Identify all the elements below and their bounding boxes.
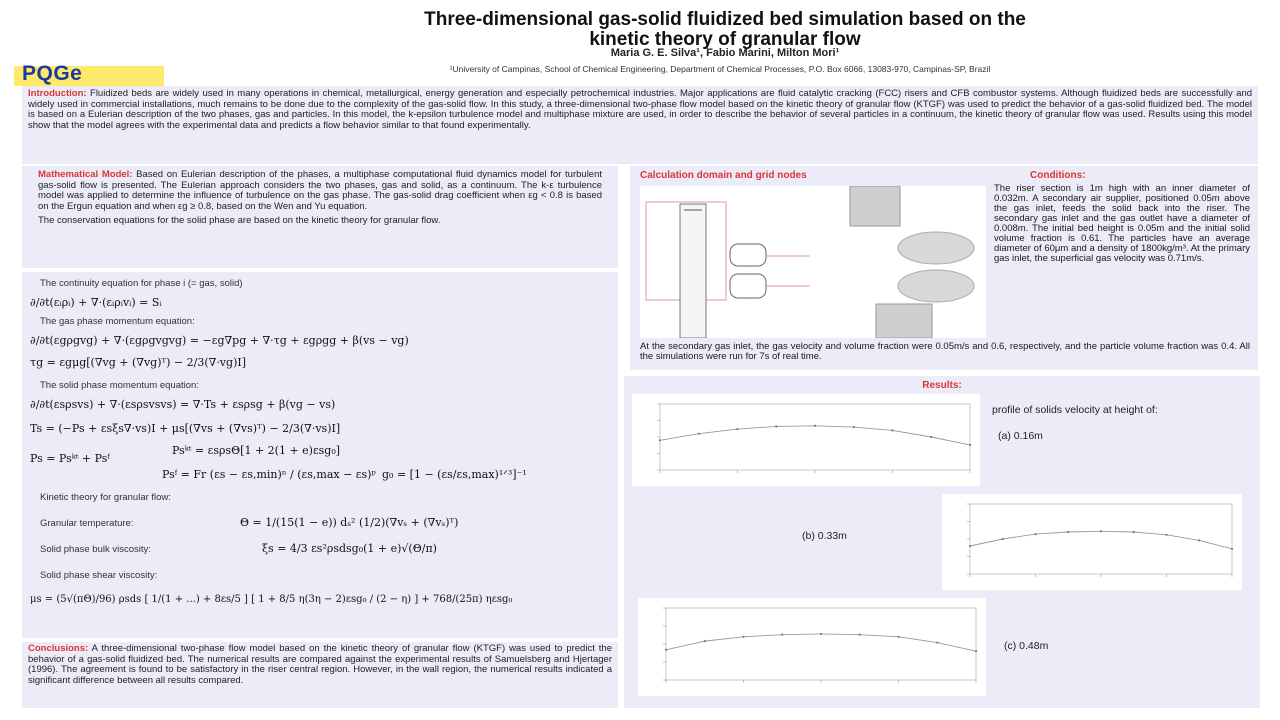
continuity-equation: ∂/∂t(εᵢρᵢ) + ∇·(εᵢρᵢvᵢ) = Sᵢ [30,296,162,309]
results-caption-a: (a) 0.16m [998,430,1043,442]
gas-momentum-label: The gas phase momentum equation: [40,316,195,327]
model-body-2: The conservation equations for the solid phase are based on the kinetic theory for granular flow. [38,215,441,226]
pressure-equation: Ps = Psᵏᵗ + Psᶠ [30,452,110,465]
introduction-label: Introduction: [28,88,87,99]
title-line-1: Three-dimensional gas-solid fluidized bed simulation based on the [424,9,1026,30]
data-point [936,641,938,643]
bulk-viscosity-equation: ξs = 4/3 εs²ρsdsg₀(1 + e)√(Θ/π) [262,542,437,555]
plot-area [666,608,976,680]
granular-temp-label: Granular temperature: [40,518,134,529]
pqge-logo: PQGe [22,62,83,85]
data-point [1100,530,1102,532]
data-point [704,640,706,642]
equations-panel [22,272,618,638]
model-panel [22,166,618,268]
granular-temp-equation: Θ = 1/(15(1 − e)) dₛ² (1/2)(∇vₛ + (∇vₛ)ᵀ) [240,516,459,529]
grid-section-2 [898,270,974,302]
data-point [853,426,855,428]
data-point [975,650,977,652]
data-point [1034,533,1036,535]
introduction-text [28,89,1252,131]
poster-title [180,10,1270,50]
data-point [665,649,667,651]
conditions-text: The riser section is 1m high with an inner diameter of 0.032m. A secondary air supplier, positioned 0.05m above the gas inlet, feeds the solid back into the riser. The secondary gas inlet and the gas outlet have a diameter of 0.008m. The initial bed height is 0.05m and the initial solid volume fraction is 0.61. The particles have an average diameter of 60μm and a density of 1800kg/m³. At the primary gas inlet, the superficial gas velocity was 0.71m/s. [994,183,1250,264]
results-caption-c: (c) 0.48m [1004,640,1049,652]
continuity-label: The continuity equation for phase i (= gas, solid) [40,278,243,289]
data-point [1002,538,1004,540]
conclusions-text [28,644,612,686]
solid-momentum-equation: ∂/∂t(εsρsvs) + ∇·(εsρsvsvs) = ∇·Ts + εsρsg + β(vg − vs) [30,398,336,411]
conclusions-panel [22,642,618,708]
data-point [969,444,971,446]
gas-momentum-equation: ∂/∂t(εgρgvg) + ∇·(εgρgvgvg) = −εg∇pg + ∇·τg + εgρgg + β(vs − vg) [30,334,409,347]
solid-stress-equation: Ts = (−Ps + εsξs∇·vs)I + μs[(∇vs + (∇vs)ᵀ) − 2/3(∇·vs)I] [30,422,341,435]
solid-momentum-label: The solid phase momentum equation: [40,380,199,391]
gas-stress-equation: τg = εgμg[(∇vg + (∇vg)ᵀ) − 2/3(∇·vg)I] [30,356,246,369]
grid-top-view [850,186,900,226]
data-point [930,436,932,438]
data-point [781,634,783,636]
grid-section-1 [898,232,974,264]
data-point [742,636,744,638]
grid-bottom-view [876,304,932,338]
velocity-chart-a [632,394,980,486]
bulk-viscosity-label: Solid phase bulk viscosity: [40,544,151,555]
conditions-heading: Conditions: [1030,170,1086,181]
data-point [1165,534,1167,536]
shear-viscosity-equation: μs = (5√(πΘ)/96) ρsds [ 1/(1 + ...) + 8εs/5 ] [ 1 + 8/5 η(3η − 2)εsg₀ / (2 − η) ] + 768/(25π) ηεsg₀ [30,594,513,605]
velocity-chart-b [942,494,1242,590]
data-point [891,429,893,431]
data-point [1231,548,1233,550]
results-heading: Results: [922,380,962,391]
kinetic-theory-label: Kinetic theory for granular flow: [40,492,171,503]
conclusions-body: A three-dimensional two-phase flow model based on the kinetic theory of granular flow (KTGF) was used to predict the behavior of a gas-solid fluidized bed. The numerical results are compared against the experimental results of Samuelsberg and Hjertager (1996). The agreement is found to be satisfactory in the riser central region. However, in the wall region, the numerical results indicated a significant difference between all results compared. [28,643,612,686]
affiliation: ¹University of Campinas, School of Chemical Engineering, Department of Chemical Processes, P.O. Box 6066, 13083-970, Campinas-SP, Brazil [449,64,991,74]
calculation-heading: Calculation domain and grid nodes [640,170,807,181]
data-point [659,439,661,441]
introduction-body: Fluidized beds are widely used in many operations in chemical, metallurgical, energy generation and especially petrochemical industries. Major applications are fluid catalytic cracking (FCC) risers and CFB combustor systems. Although fluidized beds are successfully and widely used in commercial installations, much remains to be done due to the complexity of the gas-solid flow. In this study, a three-dimensional two-phase flow model based on the kinetic theory of granular flow (KTGF) was used to predict the behavior of a gas-solid fluidized bed. The model is based on a Eulerian description of the two phases, gas and particles. In this model, the k-epsilon turbulence model and multiphase mixture are used, in order to describe the behavior of several particles in a continuum, the kinetic theory of granular flow was used. Results using this model show that the model agrees with the experimental data and predicts a flow behavior similar to that found experimentally. [28,88,1253,131]
title-line-2: kinetic theory of granular flow [589,29,861,50]
model-label: Mathematical Model: [38,169,133,180]
data-point [814,425,816,427]
data-point [775,425,777,427]
results-caption-intro: profile of solids velocity at height of: [992,404,1158,416]
results-caption-b: (b) 0.33m [802,530,847,542]
calculation-panel [630,166,1258,370]
pressure-f-equation: Psᶠ = Fr (εs − εs,min)ⁿ / (εs,max − εs)ᵖ [162,468,376,481]
pressure-kt-equation: Psᵏᵗ = εsρsΘ[1 + 2(1 + e)εsg₀] [172,444,341,457]
results-panel [624,376,1260,708]
model-text [38,170,602,212]
poster-header [0,0,1280,90]
data-point [969,545,971,547]
shear-viscosity-label: Solid phase shear viscosity: [40,570,158,581]
data-point [897,636,899,638]
plot-area [660,404,970,470]
riser-body [680,204,706,338]
radial-distribution-equation: g₀ = [1 − (εs/εs,max)¹ᐟ³]⁻¹ [382,468,527,481]
data-point [1198,539,1200,541]
conclusions-label: Conclusions: [28,643,89,654]
introduction-panel [22,86,1258,164]
data-point [1133,531,1135,533]
data-point [1067,531,1069,533]
data-point [820,633,822,635]
velocity-chart-c [638,598,986,696]
data-point [736,428,738,430]
model-body: Based on Eulerian description of the phases, a multiphase computational fluid dynamics model for turbulent gas-solid flow is presented. The Eulerian approach considers the two phases, gas and solid, as a continuum. The k-ε turbulence model was applied to determine the influence of turbulence on the gas phase. The gas-solid drag coefficient when εg < 0.8 is based on the Ergun equation and when εg ≥ 0.8, based on the Wen and Yu equation. [38,169,603,212]
data-point [859,634,861,636]
data-point [698,433,700,435]
calculation-domain-diagram [640,186,986,338]
authors: Maria G. E. Silva¹, Fabio Marini, Milton Mori¹ [610,47,840,59]
conditions-text-2: At the secondary gas inlet, the gas velocity and volume fraction were 0.05m/s and 0.6, respectively, and the particle volume fraction was 0.4. All the simulations were run for 7s of real time. [640,341,1250,362]
